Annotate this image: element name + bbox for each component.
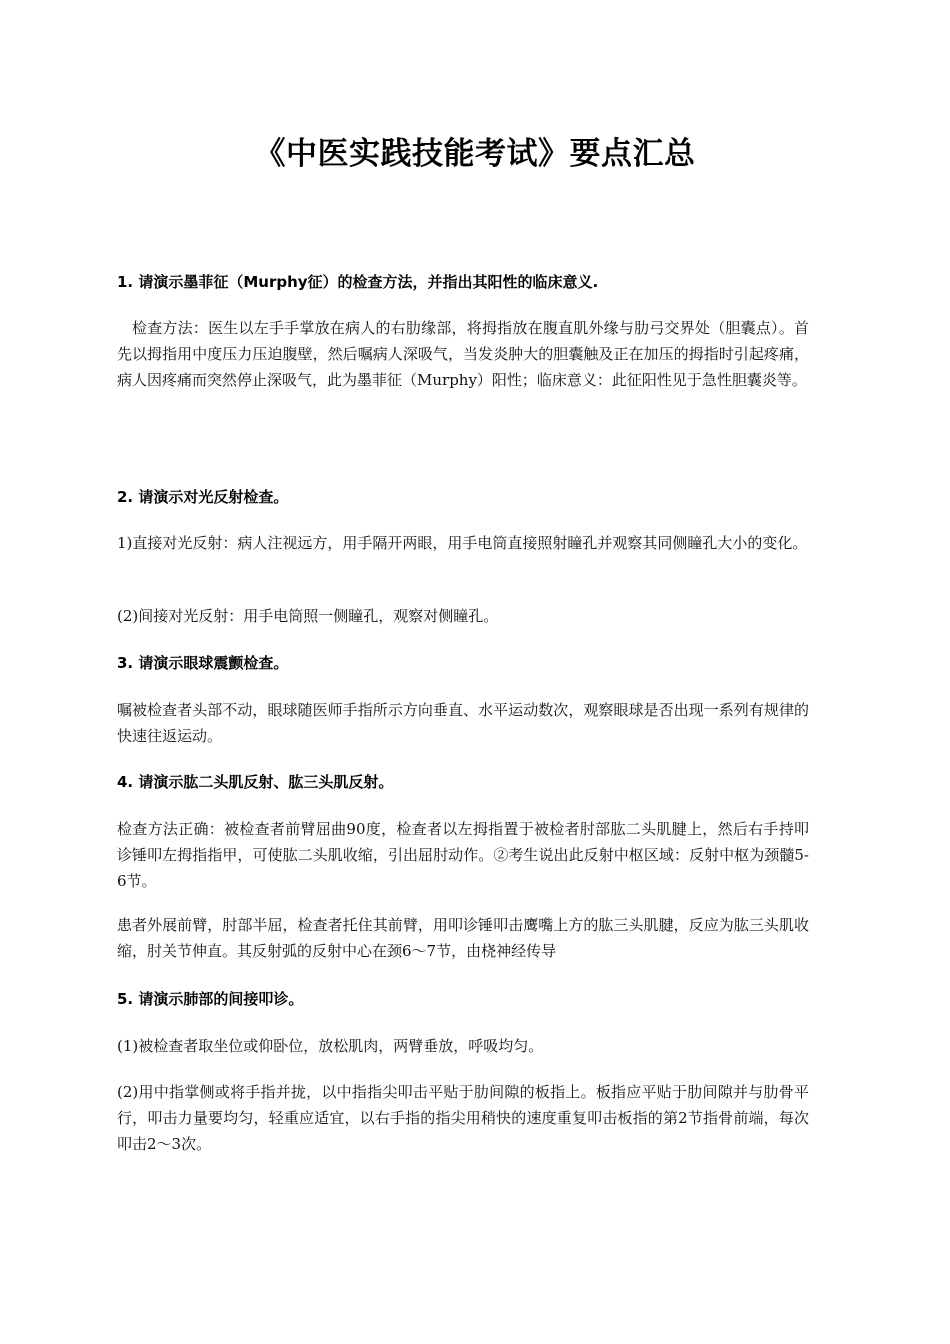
section-5-paragraph-2: (2)用中指掌侧或将手指并拢，以中指指尖叩击平贴于肋间隙的板指上。板指应平贴于肋间隙并与肋骨平行，叩击力量要均匀，轻重应适宜，以右手指的指尖用稍快的速度重复叩击板指的第2节指骨前端，每次叩击2～3次。 — [117, 1083, 809, 1153]
section-5-paragraph-1: (1)被检查者取坐位或仰卧位，放松肌肉，两臂垂放，呼吸均匀。 — [117, 1037, 544, 1055]
section-4-paragraph-2: 患者外展前臂，肘部半屈，检查者托住其前臂，用叩诊锤叩击鹰嘴上方的肱三头肌腱，反应为肱三头肌收缩，肘关节伸直。其反射弧的反射中心在颈6～7节，由桡神经传导 — [117, 916, 809, 960]
section-1-paragraph-1: 检查方法：医生以左手手掌放在病人的右肋缘部，将拇指放在腹直肌外缘与肋弓交界处（胆囊点）。首先以拇指用中度压力压迫腹壁，然后嘱病人深吸气，当发炎肿大的胆囊触及正在加压的拇指时引起疼痛，病人因疼痛而突然停止深吸气，此为墨菲征（Murphy）阳性；临床意义：此征阳性见于急性胆囊炎等。 — [117, 319, 809, 389]
section-1-heading: 1. 请演示墨菲征（Murphy征）的检查方法，并指出其阳性的临床意义. — [117, 273, 599, 291]
section-5-heading: 5. 请演示肺部的间接叩诊。 — [117, 990, 304, 1008]
section-3-paragraph-1: 嘱被检查者头部不动，眼球随医师手指所示方向垂直、水平运动数次，观察眼球是否出现一系列有规律的快速往返运动。 — [117, 701, 809, 745]
section-4-paragraph-1: 检查方法正确：被检查者前臂屈曲90度，检查者以左拇指置于被检者肘部肱二头肌腱上，然后右手持叩诊锤叩左拇指指甲，可使肱二头肌收缩，引出屈肘动作。②考生说出此反射中枢区域：反射中枢为颈髓5-6节。 — [117, 820, 809, 890]
section-2-heading: 2. 请演示对光反射检查。 — [117, 488, 289, 506]
section-3-heading: 3. 请演示眼球震颤检查。 — [117, 654, 289, 672]
section-2-paragraph-1: 1)直接对光反射：病人注视远方，用手隔开两眼，用手电筒直接照射瞳孔并观察其同侧瞳孔大小的变化。 — [117, 534, 808, 552]
section-4-heading: 4. 请演示肱二头肌反射、肱三头肌反射。 — [117, 773, 394, 791]
document-title: 《中医实践技能考试》要点汇总 — [254, 136, 696, 172]
section-2-paragraph-2: (2)间接对光反射：用手电筒照一侧瞳孔，观察对侧瞳孔。 — [117, 607, 499, 625]
